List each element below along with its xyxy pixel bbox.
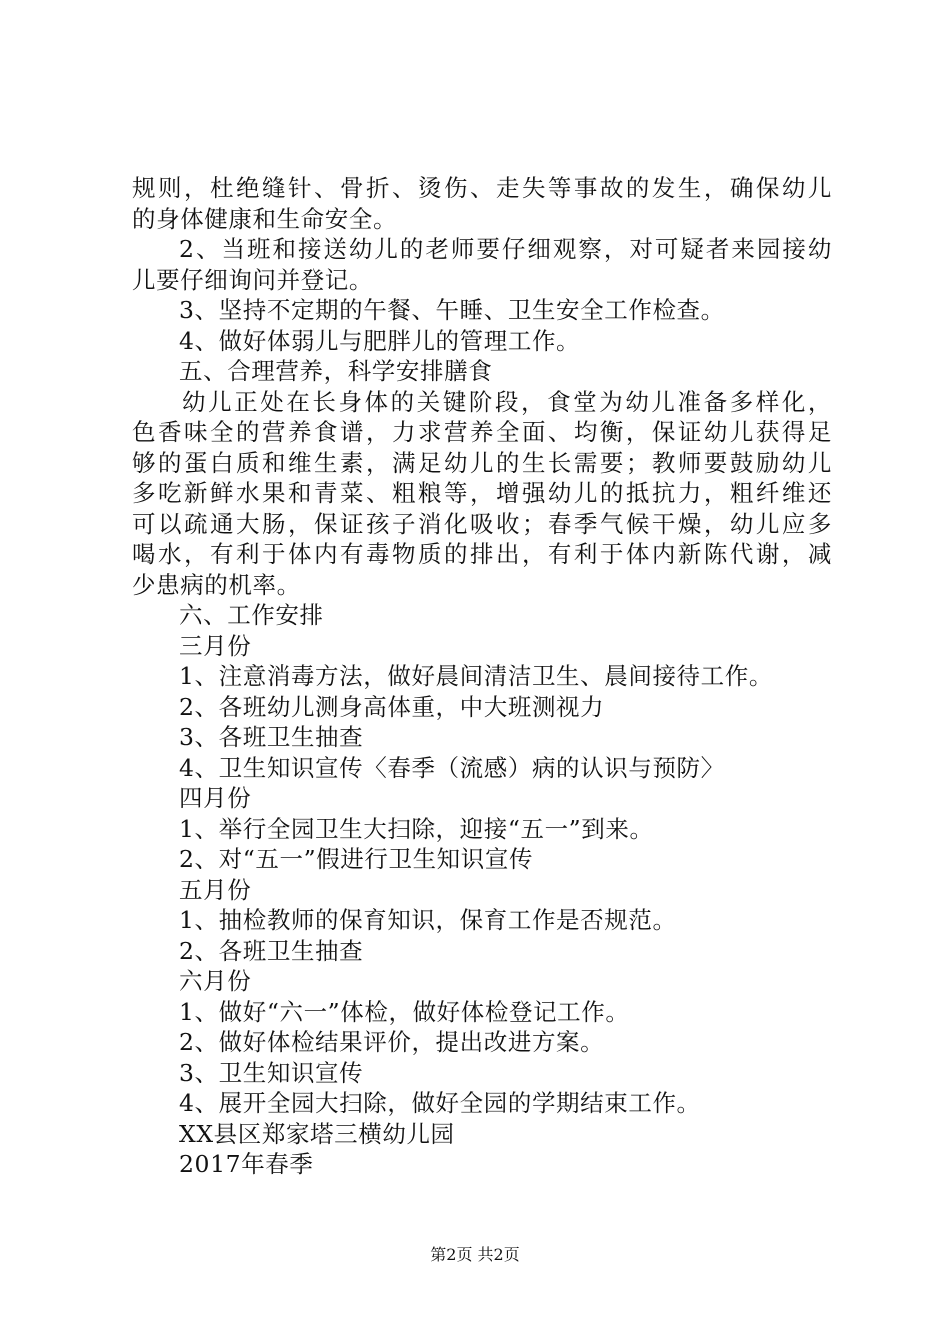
document-line: 1、做好“六一”体检，做好体检登记工作。 — [179, 997, 630, 1026]
document-line: 幼儿正处在长身体的关键阶段，食堂为幼儿准备多样化， — [182, 387, 832, 416]
document-line: 六月份 — [179, 967, 252, 995]
document-line: 1、举行全园卫生大扫除，迎接“五一”到来。 — [179, 814, 654, 843]
document-line: 4、展开全园大扫除，做好全园的学期结束工作。 — [179, 1089, 701, 1117]
document-line: 可以疏通大肠，保证孩子消化吸收；春季气候干燥，幼儿应多 — [132, 509, 832, 538]
document-line: 2017年春季 — [179, 1150, 314, 1178]
document-line: 够的蛋白质和维生素，满足幼儿的生长需要；教师要鼓励幼儿 — [132, 448, 832, 477]
document-line: 儿要仔细询问并登记。 — [132, 265, 373, 294]
page-footer: 第2页 共2页 — [430, 1245, 520, 1264]
document-line: 五月份 — [179, 875, 252, 904]
document-line: 多吃新鲜水果和青菜、粗粮等，增强幼儿的抵抗力，粗纤维还 — [132, 479, 832, 507]
document-line: 三月份 — [179, 631, 252, 660]
document-line: 四月份 — [179, 784, 252, 812]
document-line: 2、当班和接送幼儿的老师要仔细观察，对可疑者来园接幼 — [179, 235, 832, 263]
document-line: 4、做好体弱儿与肥胖儿的管理工作。 — [179, 326, 581, 355]
document-line: 3、坚持不定期的午餐、午睡、卫生安全工作检查。 — [179, 296, 725, 324]
document-line: 的身体健康和生命安全。 — [132, 204, 398, 233]
document-line: XX县区郑家塔三横幼儿园 — [179, 1119, 455, 1148]
document-line: 3、卫生知识宣传 — [179, 1058, 364, 1087]
document-line: 六、工作安排 — [179, 601, 324, 629]
document-line: 五、合理营养，科学安排膳食 — [179, 357, 493, 385]
document-line: 1、抽检教师的保育知识，保育工作是否规范。 — [179, 906, 677, 934]
document-line: 4、卫生知识宣传〈春季（流感）病的认识与预防〉 — [179, 753, 725, 782]
document-line: 2、对“五一”假进行卫生知识宣传 — [179, 845, 534, 873]
document-line: 2、各班幼儿测身高体重，中大班测视力 — [179, 692, 605, 721]
document-line: 色香味全的营养食谱，力求营养全面、均衡，保证幼儿获得足 — [132, 418, 832, 446]
document-line: 3、各班卫生抽查 — [179, 723, 364, 751]
document-line: 喝水，有利于体内有毒物质的排出，有利于体内新陈代谢，减 — [132, 540, 832, 568]
document-line: 1、注意消毒方法，做好晨间清洁卫生、晨间接待工作。 — [179, 662, 773, 690]
document-line: 2、各班卫生抽查 — [179, 936, 364, 965]
document-line: 少患病的机率。 — [132, 570, 301, 599]
document-line: 2、做好体检结果评价，提出改进方案。 — [179, 1028, 605, 1056]
document-body — [132, 173, 832, 1180]
document-line: 规则，杜绝缝针、骨折、烫伤、走失等事故的发生，确保幼儿 — [132, 174, 832, 202]
